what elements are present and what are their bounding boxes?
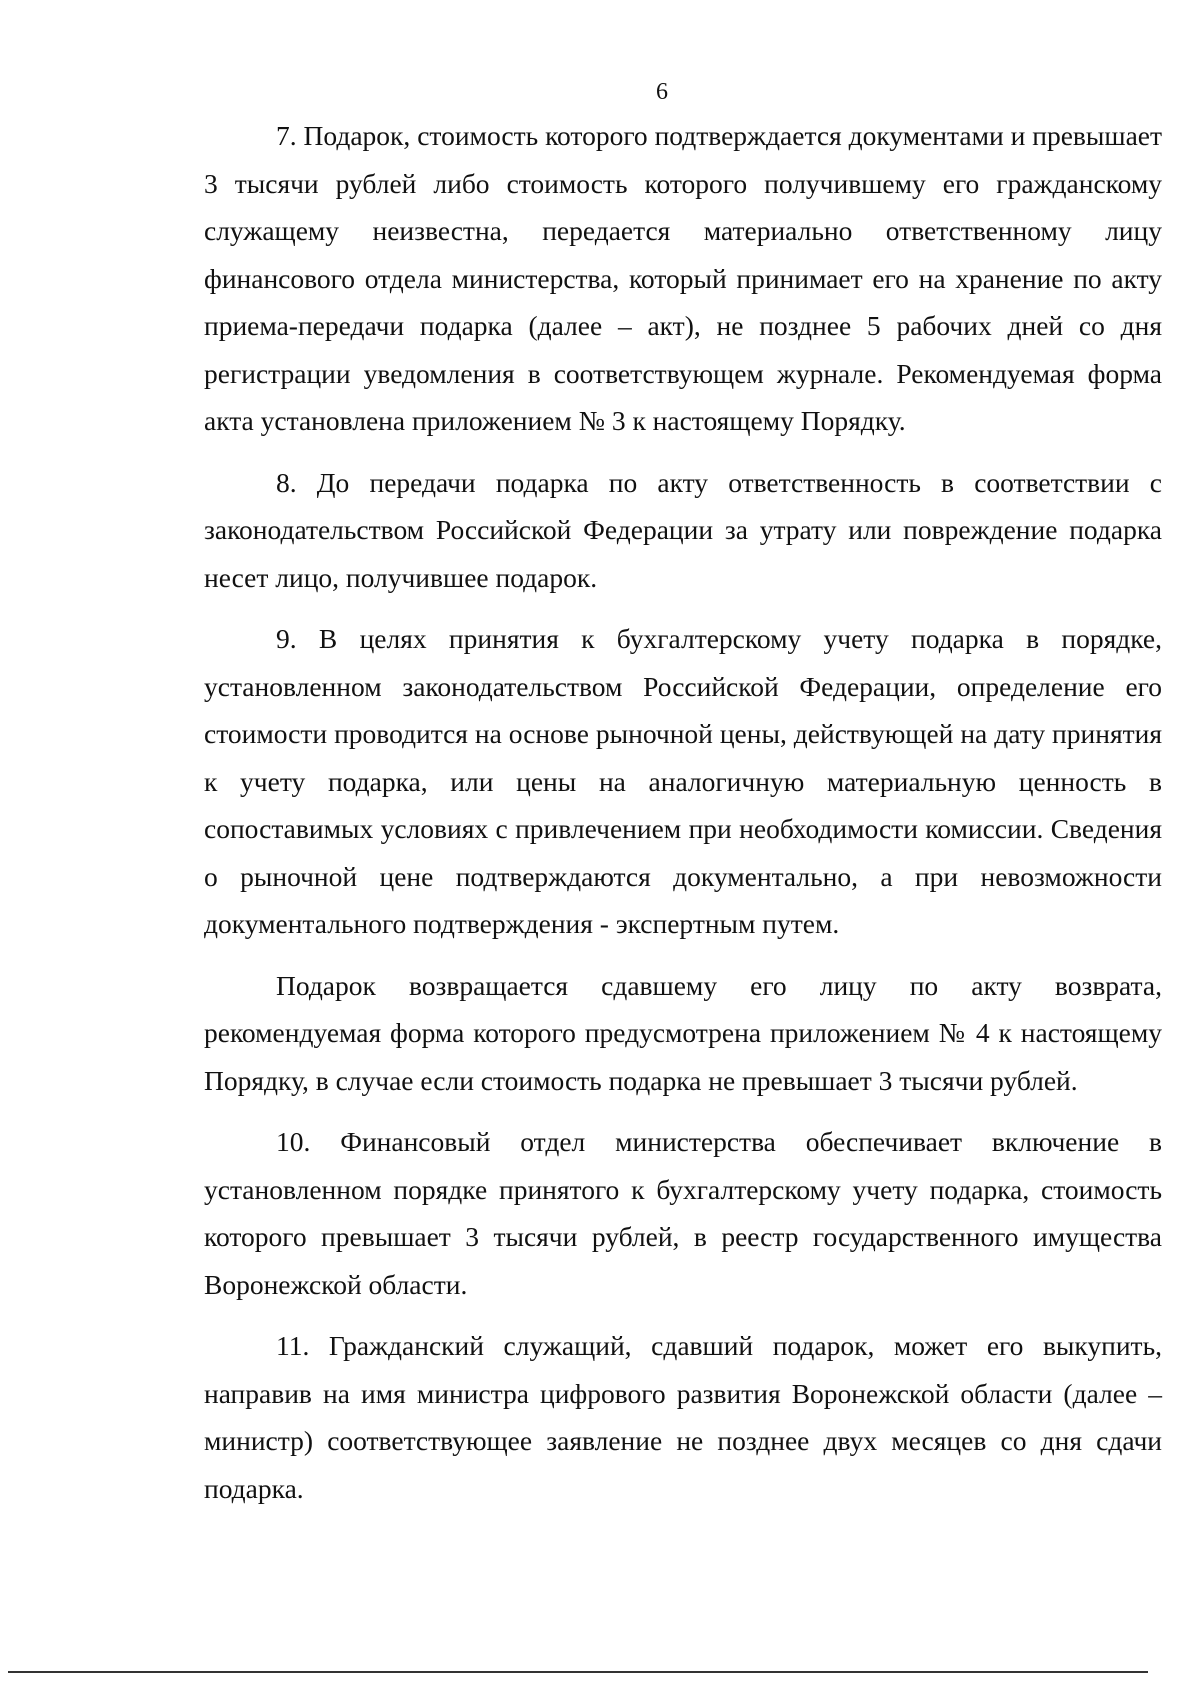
paragraph-item-10: 10. Финансовый отдел министерства обеспечивает включение в установленном порядке принятого к бухгалтерскому учету подарка, стоимость которого превышает 3 тысячи рублей, в реестр государственного имущества Воронежской области. [204, 1126, 1162, 1300]
paragraph-return-gift: Подарок возвращается сдавшему его лицу по акту возврата, рекомендуемая форма которого предусмотрена приложением № 4 к настоящему Порядку, в случае если стоимость подарка не превышает 3 тысячи рублей. [204, 969, 1162, 1096]
paragraph-item-8: 8. До передачи подарка по акту ответственность в соответствии с законодательством Российской Федерации за утрату или повреждение подарка несет лицо, получившее подарок. [204, 466, 1162, 593]
paragraph-item-7: 7. Подарок, стоимость которого подтверждается документами и превышает 3 тысячи рублей либо стоимость которого получившему его гражданскому служащему неизвестна, передается материально ответственному лицу финансового отдела министерства, который принимает его на хранение по акту приема-передачи подарка (далее – акт), не позднее 5 рабочих дней со дня регистрации уведомления в соответствующем журнале. Рекомендуемая форма акта установлена приложением № 3 к настоящему Порядку. [204, 120, 1162, 436]
document-body [204, 112, 1162, 1526]
paragraph-item-11: 11. Гражданский служащий, сдавший подарок, может его выкупить, направив на имя министра цифрового развития Воронежской области (далее – министр) соответствующее заявление не позднее двух месяцев со дня сдачи подарка. [204, 1330, 1162, 1504]
page-bottom-rule [8, 1671, 1148, 1673]
paragraph-item-9: 9. В целях принятия к бухгалтерскому учету подарка в порядке, установленном законодательством Российской Федерации, определение его стоимости проводится на основе рыночной цены, действующей на дату принятия к учету подарка, или цены на аналогичную материальную ценность в сопоставимых условиях с привлечением при необходимости комиссии. Сведения о рыночной цене подтверждаются документально, а при невозможности документального подтверждения - экспертным путем. [204, 623, 1162, 939]
page-number: 6 [656, 79, 668, 105]
